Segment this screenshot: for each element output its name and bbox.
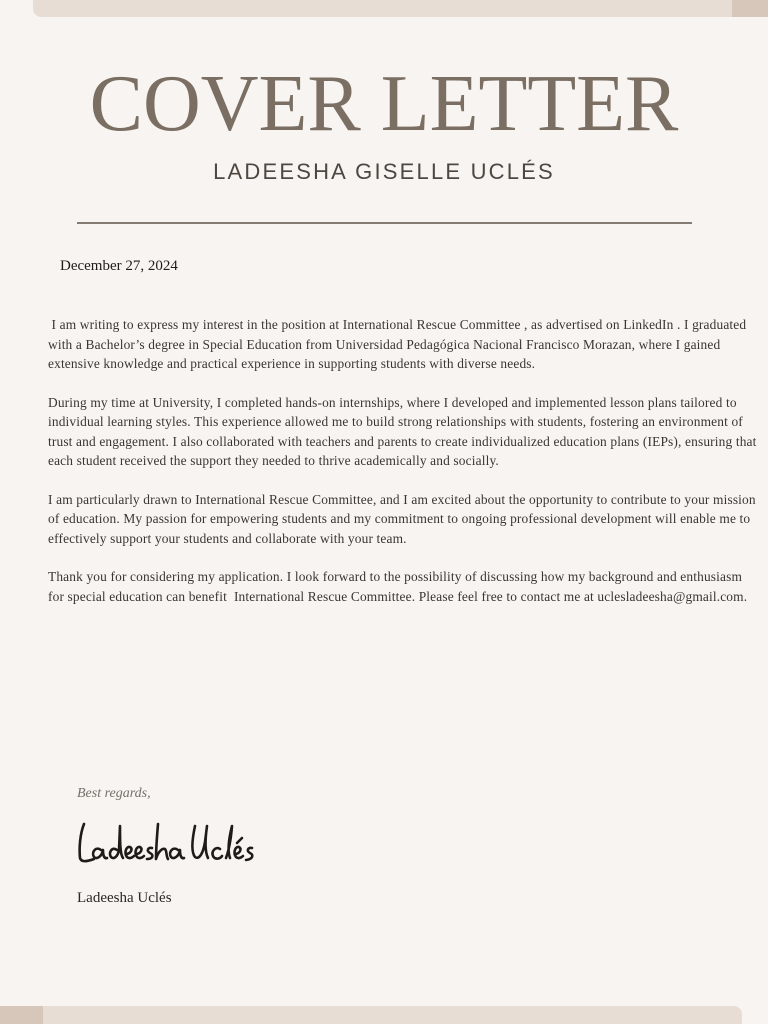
bottom-accent-block xyxy=(0,1006,43,1024)
signature-image xyxy=(74,812,264,874)
handwritten-signature xyxy=(74,812,264,874)
body-paragraph-1: I am writing to express my interest in the position at International Rescue Committee , as advertised on LinkedIn . I graduated with a Bachelor’s degree in Special Education from Universidad Pedagógica Nacional Francisco Morazan, where I gained extensive knowledge and practical experience in supporting students with diverse needs. xyxy=(48,317,750,371)
letter-date: December 27, 2024 xyxy=(60,258,178,274)
signer-name: Ladeesha Uclés xyxy=(77,890,172,906)
applicant-name-heading: LADEESHA GISELLE UCLÉS xyxy=(213,159,555,184)
header-divider xyxy=(77,222,692,224)
letter-body xyxy=(48,315,761,625)
closing-salutation: Best regards, xyxy=(77,786,151,801)
body-paragraph-2: During my time at University, I completed hands-on internships, where I developed and implemented lesson plans tailored to individual learning styles. This experience allowed me to build strong relationships with students, fostering an environment of trust and engagement. I also collaborated with teachers and parents to create individualized education plans (IEPs), ensuring that each student received the support they needed to thrive academically and socially. xyxy=(48,394,761,468)
top-decorative-band xyxy=(33,0,768,17)
page-title: COVER LETTER xyxy=(89,60,679,148)
top-accent-block xyxy=(732,0,768,17)
body-paragraph-4: Thank you for considering my application. I look forward to the possibility of discussing how my background and enthusiasm for special education can benefit International Rescue Committee. Please feel free to contact me at uclesladeesha@gmail.com. xyxy=(48,569,748,604)
body-paragraph-3: I am particularly drawn to International Rescue Committee, and I am excited about the opportunity to contribute to your mission of education. My passion for empowering students and my commitment to ongoing professional development will enable me to effectively support your students and collaborate with your team. xyxy=(48,491,760,546)
bottom-decorative-band xyxy=(0,1006,742,1024)
